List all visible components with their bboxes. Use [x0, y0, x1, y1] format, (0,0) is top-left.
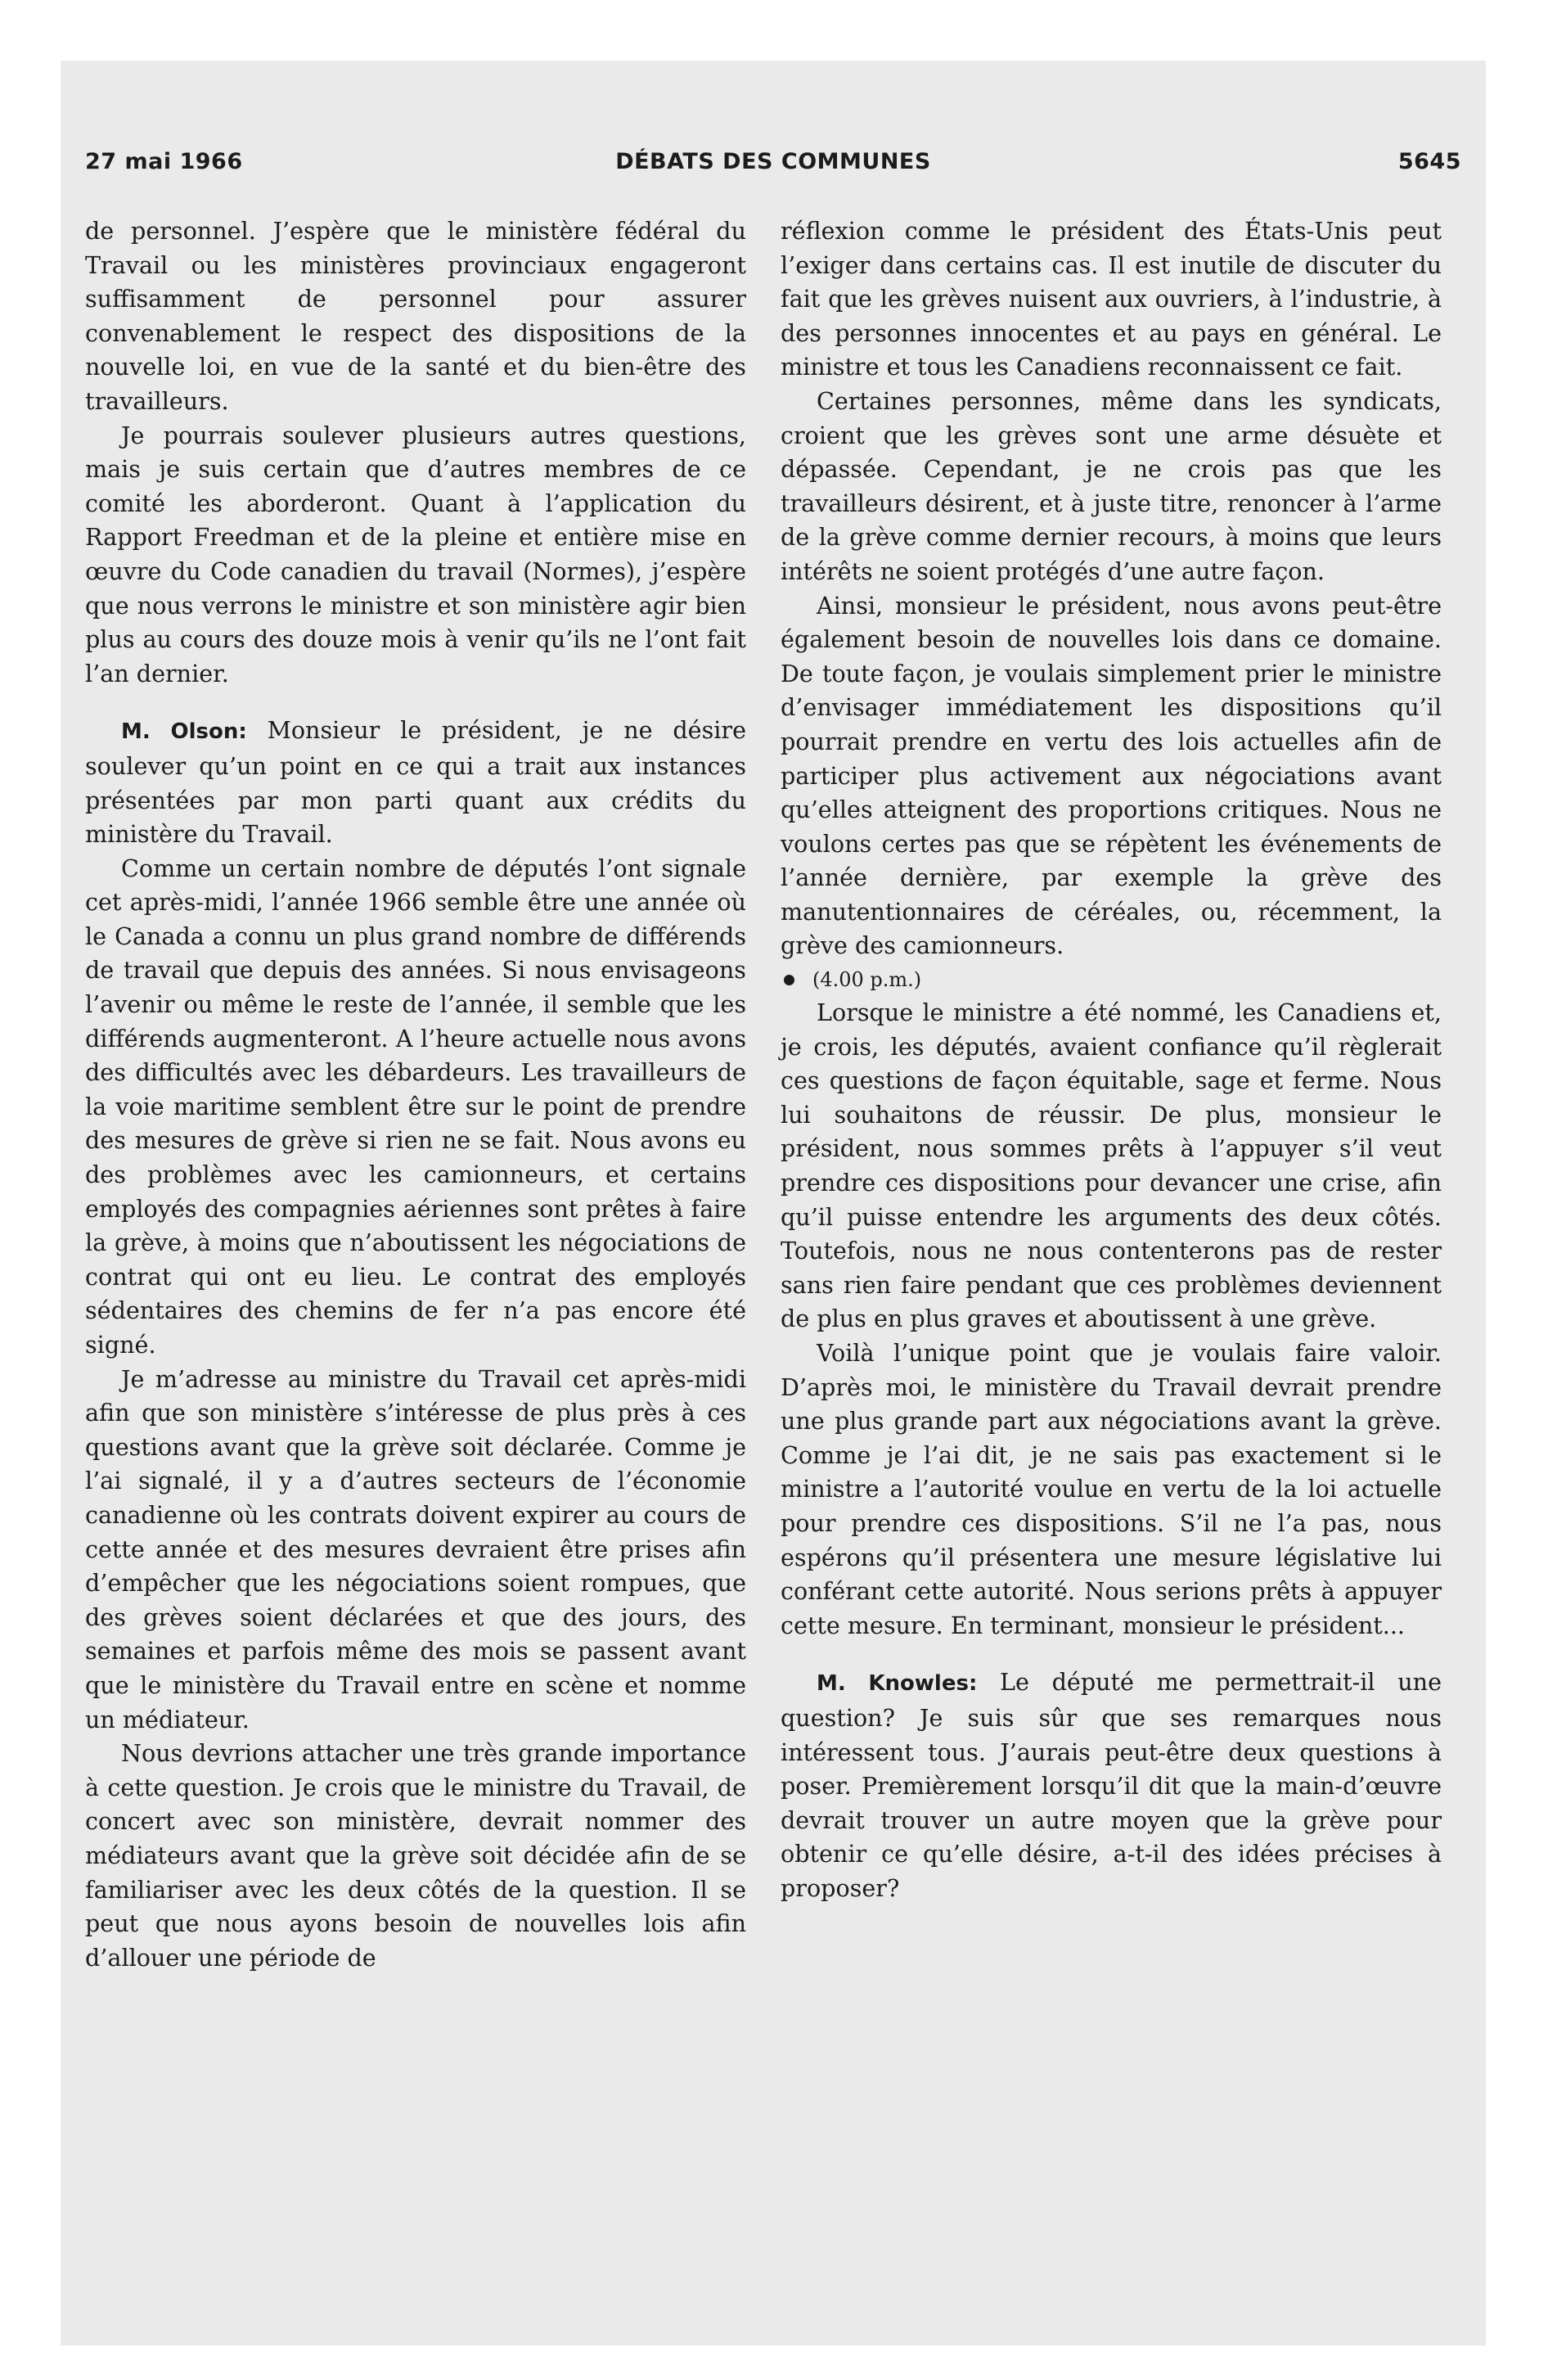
paragraph: de personnel. J’espère que le ministère fédéral du Travail ou les ministères provinciaux engageront suffisamment de personnel pour assurer convenablement le respect des dispositions de la nouvelle loi, en vue de la santé et du bien-être des travailleurs.	[85, 217, 746, 415]
paragraph: Je m’adresse au ministre du Travail cet après-midi afin que son ministère s’intéresse de plus près à ces questions avant que la grève soit déclarée. Comme je l’ai signalé, il y a d’autres secteurs de l’économie canadienne où les contrats doivent expirer au cours de cette année et des mesures devraient être prises afin d’empêcher que les négociations soient rompues, que des grèves soient déclarées et que des jours, des semaines et parfois même des mois se passent avant que le ministère du Travail entre en scène et nomme un médiateur.	[85, 1364, 746, 1733]
left-column	[85, 214, 746, 1975]
speech-knowles	[781, 1666, 1442, 1905]
speech-olson	[85, 714, 746, 851]
right-column	[781, 214, 1442, 1906]
running-header	[85, 149, 1461, 190]
time-text: (4.00 p.m.)	[812, 968, 922, 992]
paragraph: Lorsque le ministre a été nommé, les Canadiens et, je crois, les députés, avaient confiance qu’il règlerait ces questions de façon équitable, sage et ferme. Nous lui souhaitons de réussir. De plus, monsieur le président, nous sommes prêts à l’appuyer s’il veut prendre ces dispositions pour devancer une crise, afin qu’il puisse entendre les arguments des deux côtés. Toutefois, nous ne nous contenterons pas de rester sans rien faire pendant que ces problèmes deviennent de plus en plus graves et aboutissent à une grève.	[781, 998, 1442, 1333]
speech-text: Monsieur le président, je ne désire soulever qu’un point en ce qui a trait aux instances présentées par mon parti quant aux crédits du ministère du Travail.	[85, 716, 746, 849]
paragraph: Ainsi, monsieur le président, nous avons peut-être également besoin de nouvelles lois dans ce domaine. De toute façon, je voulais simplement prier le ministre d’envisager immédiatement les dispositions qu’il pourrait prendre en vertu des lois actuelles afin de participer plus activement aux négociations avant qu’elles atteignent des proportions critiques. Nous ne voulons certes pas que se répètent les événements de l’année dernière, par exemple la grève des manutentionnaires de céréales, ou, récemment, la grève des camionneurs.	[781, 591, 1442, 960]
header-date: 27 mai 1966	[85, 149, 243, 174]
header-title: DÉBATS DES COMMUNES	[615, 149, 931, 174]
speech-text: Le député me permettrait-il une question? Je suis sûr que ses remarques nous intéressent tous. J’aurais peut-être deux questions à poser. Premièrement lorsqu’il dit que la main-d’œuvre devrait trouver un autre moyen que la grève pour obtenir ce qu’elle désire, a-t-il des idées précises à proposer?	[781, 1668, 1442, 1902]
paragraph: Nous devrions attacher une très grande importance à cette question. Je crois que le ministre du Travail, de concert avec son ministère, devrait nommer des médiateurs avant que la grève soit décidée afin de se familiariser avec les deux côtés de la question. Il se peut que nous ayons besoin de nouvelles lois afin d’allouer une période de	[85, 1739, 746, 1972]
header-page-number: 5645	[1397, 149, 1461, 174]
paragraph: Voilà l’unique point que je voulais faire valoir. D’après moi, le ministère du Travail devrait prendre une plus grande part aux négociations avant la grève. Comme je l’ai dit, je ne sais pas exactement si le ministre a l’autorité voulue en vertu de la loi actuelle pour prendre ces dispositions. S’il ne l’a pas, nous espérons qu’il présentera une mesure législative lui conférant cette autorité. Nous serions prêts à appuyer cette mesure. En terminant, monsieur le président...	[781, 1339, 1442, 1639]
paragraph: réflexion comme le président des États-Unis peut l’exiger dans certains cas. Il est inutile de discuter du fait que les grèves nuisent aux ouvriers, à l’industrie, à des personnes innocentes et au pays en général. Le ministre et tous les Canadiens reconnaissent ce fait.	[781, 217, 1442, 381]
speaker-name: M. Olson:	[121, 719, 247, 745]
paragraph: Comme un certain nombre de députés l’ont signale cet après-midi, l’année 1966 semble être une année où le Canada a connu un plus grand nombre de différends de travail que depuis des années. Si nous envisageons l’avenir ou même le reste de l’année, il semble que les différends augmenteront. A l’heure actuelle nous avons des difficultés avec les débardeurs. Les travailleurs de la voie maritime semblent être sur le point de prendre des mesures de grève si rien ne se fait. Nous avons eu des problèmes avec les camionneurs, et certains employés des compagnies aériennes sont prêtes à faire la grève, à moins que n’aboutissent les négociations de contrat qui ont eu lieu. Le contrat des employés sédentaires des chemins de fer n’a pas encore été signé.	[85, 854, 746, 1359]
paragraph: Certaines personnes, même dans les syndicats, croient que les grèves sont une arme désuète et dépassée. Cependant, je ne crois pas que les travailleurs désirent, et à juste titre, renoncer à l’arme de la grève comme dernier recours, à moins que leurs intérêts ne soient protégés d’une autre façon.	[781, 386, 1442, 585]
bullet-icon	[784, 975, 794, 985]
speaker-name: M. Knowles:	[817, 1671, 978, 1697]
paragraph: Je pourrais soulever plusieurs autres questions, mais je suis certain que d’autres membres de ce comité les aborderont. Quant à l’application du Rapport Freedman et de la pleine et entière mise en œuvre du Code canadien du travail (Normes), j’espère que nous verrons le ministre et son ministère agir bien plus au cours des douze mois à venir qu’ils ne l’ont fait l’an dernier.	[85, 421, 746, 687]
time-marker	[781, 963, 1442, 996]
